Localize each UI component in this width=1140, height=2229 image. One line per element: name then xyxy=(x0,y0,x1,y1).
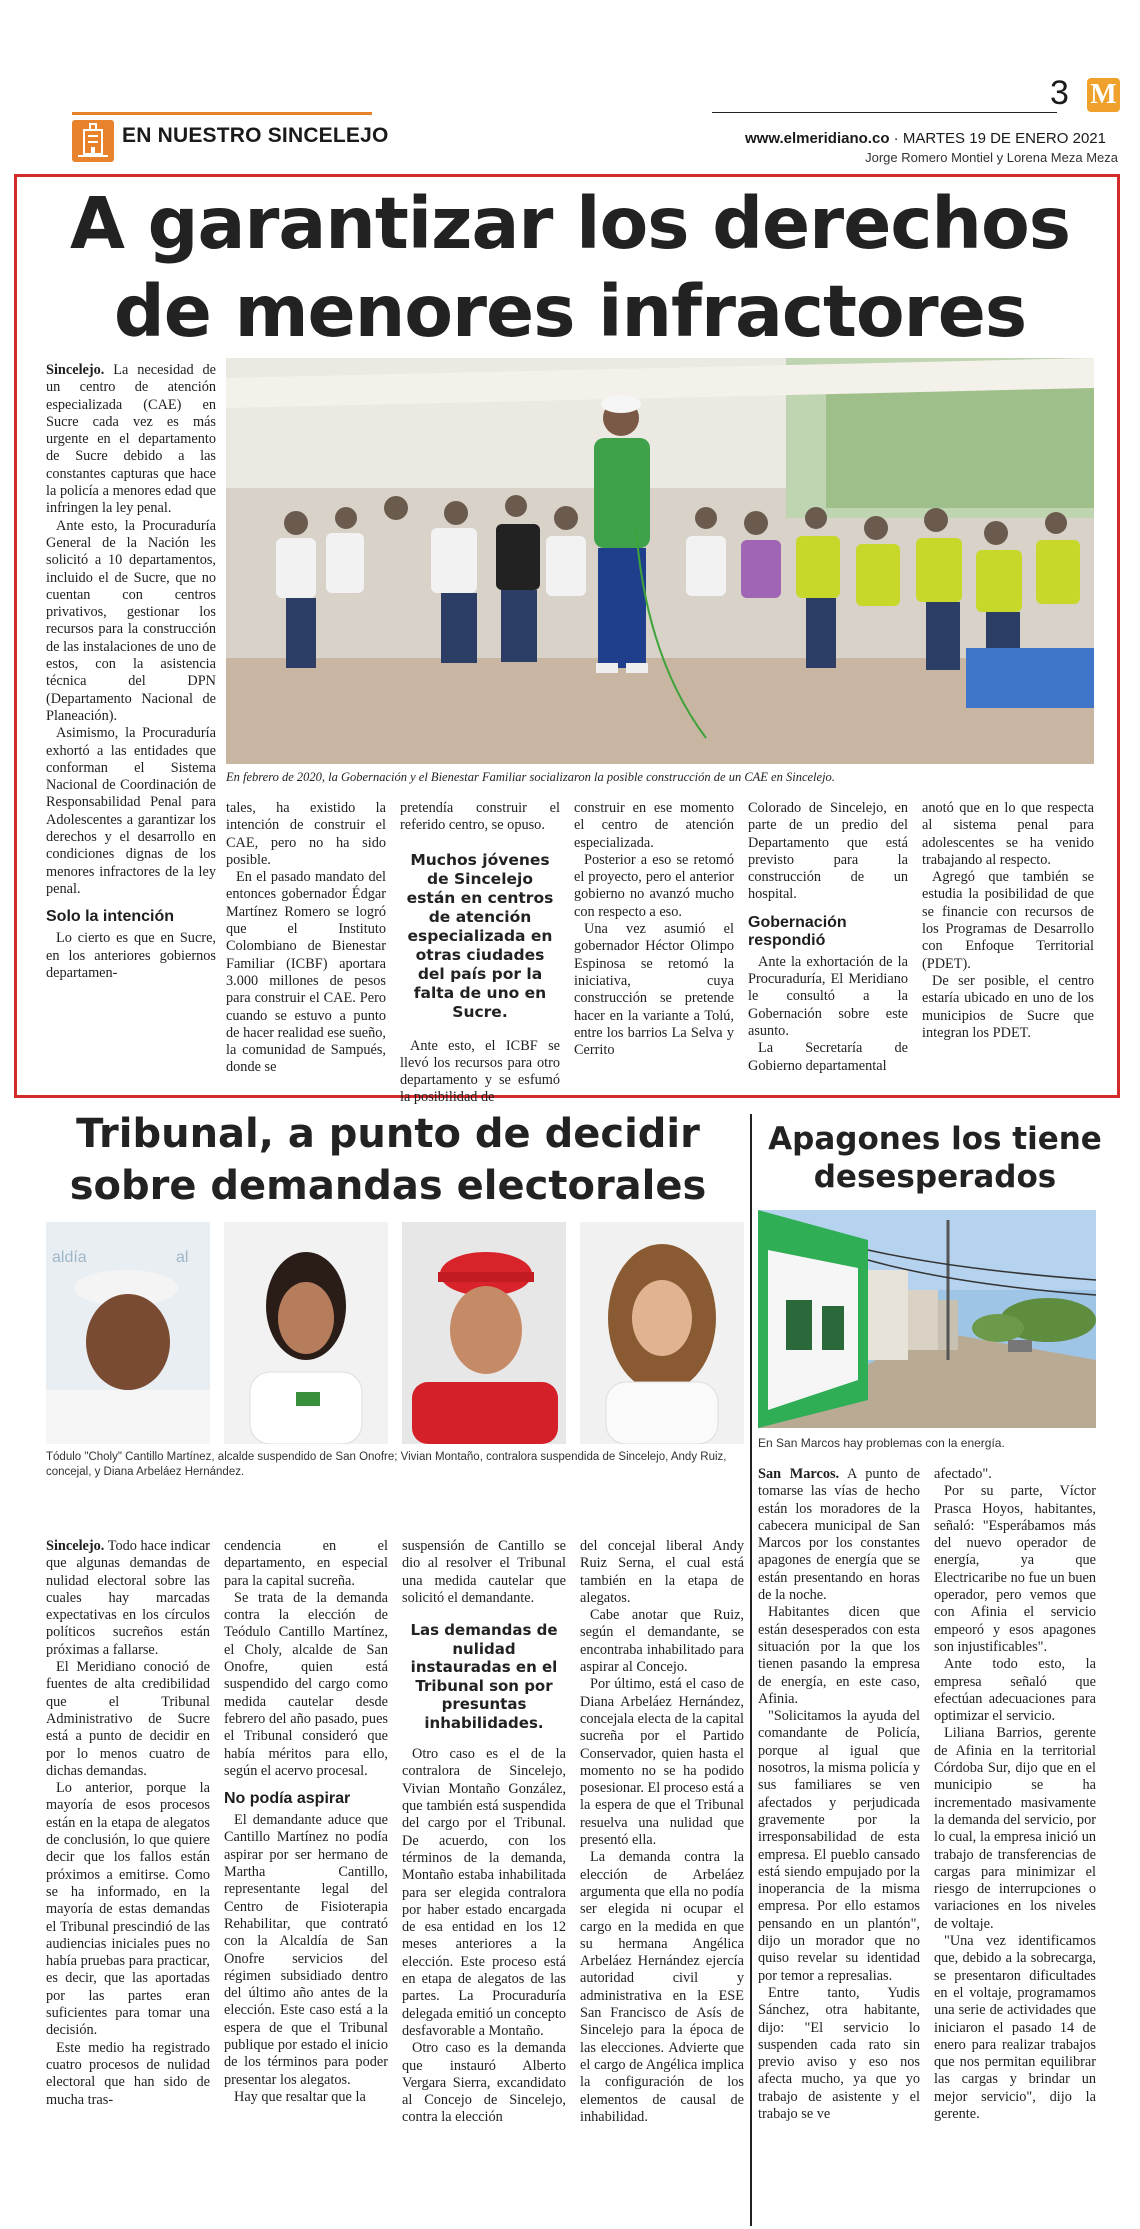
paragraph: afectado". xyxy=(934,1466,992,1482)
site-url[interactable]: www.elmeridiano.co xyxy=(745,130,890,147)
portrait-sign-text: al xyxy=(176,1249,189,1266)
paragraph: Lo cierto es que en Sucre, en los anteriores gobiernos departamen- xyxy=(46,930,216,981)
apagones-headline xyxy=(758,1120,1112,1196)
header-site-date: www.elmeridiano.co · MARTES 19 DE ENERO 2021 xyxy=(745,130,1106,147)
column-divider xyxy=(750,1114,752,2226)
tribunal-dateline: Sincelejo. xyxy=(46,1538,105,1554)
meridiano-logo: M xyxy=(1087,78,1120,112)
tribunal-column-1 xyxy=(46,1538,210,2109)
paragraph: Ante esto, la Procuraduría General de la Nación les solicitó a 10 departamentos, incluido el de Sucre, que no cuentan con centros privativos, gestionar los recursos para la construcción de las instalaciones de uno de estos, con la asistencia técnica del DPN (Departamento Nacional de Planeación). xyxy=(46,517,216,724)
paragraph: La demanda contra la elección de Arbeláez argumenta que ella no podía ser elegida ni ocupar el cargo en la medida en que su hermana Angélica Arbeláez Hernández ejercía autoridad civil y administrativa en la ESE San Francisco de Asís de Sincelejo para la época de las elecciones. Advierte que el cargo de Angélica implica la configuración de los elementos de causal de inhabilidad. xyxy=(580,1849,744,2125)
header-rule-right xyxy=(712,112,1057,113)
tribunal-photo-caption: Tódulo "Choly" Cantillo Martínez, alcalde suspendido de San Onofre; Vivian Montaño, contralora suspendida de Sincelejo, Andy Ruiz, concejal, y Diana Arbeláez Hernández. xyxy=(46,1451,727,1478)
main-article-column-2 xyxy=(226,800,386,1077)
page-number: 3 xyxy=(1050,74,1069,112)
paragraph: Este medio ha registrado cuatro procesos de nulidad electoral que han sido de mucha tras- xyxy=(46,2039,210,2108)
paragraph: Colorado de Sincelejo, en parte de un predio del Departamento que está previsto para la construcción de un hospital. xyxy=(748,800,908,903)
paragraph: Una vez asumió el gobernador Héctor Olimpo Espinosa se retomó la iniciativa, cuya construcción se pretende hacer en la variante a Tolú, entre los barrios La Selva y Cerrito xyxy=(574,921,734,1059)
tribunal-pullquote: Las demandas de nulidad instauradas en el Tribunal son por presuntas inhabilidades. xyxy=(410,1621,558,1732)
apagones-photo-caption: En San Marcos hay problemas con la energía. xyxy=(758,1436,1005,1450)
apagones-street-photo xyxy=(758,1210,1096,1428)
paragraph: La Secretaría de Gobierno departamental xyxy=(748,1040,908,1074)
main-article-column-3 xyxy=(400,800,560,1107)
paragraph: Ante esto, el ICBF se llevó los recursos para otro departamento y se esfumó la posibilidad de xyxy=(400,1037,560,1106)
paragraph: Lo anterior, porque la mayoría de esos procesos están en la etapa de alegatos de conclusión, lo que quiere decir que los fallos están próximos a emitirse. Como se ha informado, en la mayoría de estas demandas el Tribunal prescindió de las audiencias iniciales pues no había pruebas para practicar, es decir, que las aportadas por las partes eran suficientes para tomar una decisión. xyxy=(46,1780,210,2039)
tribunal-headline xyxy=(30,1108,746,1212)
main-photo-caption: En febrero de 2020, la Gobernación y el Bienestar Familiar socializaron la posible construcción de un CAE en Sincelejo. xyxy=(226,770,835,784)
subheading: No podía aspirar xyxy=(224,1790,351,1808)
apagones-headline-line-1: Apagones los tiene xyxy=(768,1121,1102,1157)
tribunal-headline-line-1: Tribunal, a punto de decidir xyxy=(76,1111,700,1157)
paragraph: Cabe anotar que Ruiz, según el demandante, se encontraba inhabilitado para aspirar al Concejo. xyxy=(580,1607,744,1676)
subheading: Solo la intención xyxy=(46,908,175,926)
main-article-column-6 xyxy=(922,800,1094,1042)
paragraph: Por su parte, Víctor Prasca Hoyos, habitantes, señaló: "Esperábamos más del nuevo operador de energía, ya que Electricaribe no fue un buen operador, pero vemos que con Afinia el servicio empeoró y esos apagones son injustificables". xyxy=(934,1483,1096,1655)
apagones-column-2 xyxy=(934,1466,1096,2123)
paragraph: cendencia en el departamento, en especial para la capital sucreña. xyxy=(224,1538,388,1589)
paragraph: Otro caso es el de la contralora de Sincelejo, Vivian Montaño González, que también está suspendida del cargo por el Tribunal. De acuerdo, con los términos de la demanda, Montaño estaba inhabilitada para ser elegida contralora por haber estado encargada de esa entidad en los 12 meses anteriores a la elección. Este proceso está en etapa de alegatos de las partes. La Procuraduría delegada emitió un concepto desfavorable a Montaño. xyxy=(402,1746,566,2039)
paragraph: Todo hace indicar que algunas demandas de nulidad electoral sobre las cuales hay marcadas expectativas en los círculos políticos sucreños están próximas a fallarse. xyxy=(46,1538,210,1658)
paragraph: El demandante aduce que Cantillo Martínez no podía aspirar por ser hermano de Martha Cantillo, representante legal del Centro de Fisioterapia Rehabilitar, que contrató con la Alcaldía de San Onofre servicios del régimen subsidiado dentro del último año antes de la elección. Este caso está a la espera de que el Tribunal publique por estado el inicio de los términos para poder presentar los alegatos. xyxy=(224,1812,388,2088)
paragraph: construir en ese momento el centro de atención especializada. xyxy=(574,800,734,851)
main-headline xyxy=(20,180,1120,356)
apagones-headline-line-2: desesperados xyxy=(813,1159,1057,1195)
paragraph: del concejal liberal Andy Ruiz Serna, el cual está también en la etapa de alegatos. xyxy=(580,1538,744,1606)
issue-date: MARTES 19 DE ENERO 2021 xyxy=(902,130,1106,147)
paragraph: Liliana Barrios, gerente de Afinia en la territorial Córdoba Sur, dijo que en el municipio se ha incrementado masivamente la demanda del servicio, por lo cual, la empresa inició un trabajo de transferencias de cargas para minimizar el riesgo de interrupciones o variaciones en los niveles de voltaje. xyxy=(934,1725,1096,1932)
apagones-column-1 xyxy=(758,1466,920,2123)
paragraph: "Solicitamos la ayuda del comandante de Policía, porque al igual que nosotros, la misma policía y sus familiares se ven afectados y perjudicada gravemente por la irresponsabilidad de esta empresa. El pueblo cansado está siendo empujado por la inoperancia de la misma empresa. Por ello estamos pensando en un plantón", dijo un morador que no quiso revelar su identidad por temor a represalias. xyxy=(758,1708,920,1984)
paragraph: Otro caso es la demanda que instauró Alberto Vergara Sierra, excandidato al Concejo de Sincelejo, contra la elección xyxy=(402,2040,566,2126)
paragraph: Se trata de la demanda contra la elección de Teódulo Cantillo Martínez, el Choly, alcalde de San Onofre, quien está suspendido del cargo como medida cautelar desde febrero del año pasado, pues el Tribunal consideró que había méritos para ello, según el acervo procesal. xyxy=(224,1589,388,1779)
main-dateline: Sincelejo. xyxy=(46,362,105,378)
paragraph: Ante todo esto, la empresa señaló que efectúan adecuaciones para optimizar el servicio. xyxy=(934,1656,1096,1725)
paragraph: Habitantes dicen que están desesperados con esta situación por la que los tienen pasando la empresa de energía, en este caso, Afinia. xyxy=(758,1604,920,1707)
paragraph: La necesidad de un centro de atención especializada (CAE) en Sucre cada vez es más urgente en el departamento de Sucre debido a las constantes capturas que hace la policía a menores edad que infringen la ley penal. xyxy=(46,362,217,517)
main-article-column-1 xyxy=(46,362,216,982)
paragraph: Entre tanto, Yudis Sánchez, otra habitante, dijo: "El servicio lo suspenden cada rato sin previo aviso y eso nos afecta mucho, ya que yo trabajo de asistente y el trabajo se ve xyxy=(758,1984,920,2122)
tribunal-column-3 xyxy=(402,1538,566,2127)
paragraph: suspensión de Cantillo se dio al resolver el Tribunal una medida cautelar que solicitó el demandante. xyxy=(402,1538,566,1606)
section-building-icon xyxy=(72,120,114,162)
paragraph: En el pasado mandato del entonces gobernador Édgar Martínez Romero se logró que el Instituto Colombiano de Bienestar Familiar (ICBF) aportara 3.000 millones de pesos para construir el CAE. Pero cuando se estuvo a punto de hacer realidad ese sueño, la comunidad de Sampués, donde se xyxy=(226,869,386,1076)
tribunal-column-2 xyxy=(224,1538,388,2106)
portrait-montano xyxy=(224,1222,388,1444)
header-rule-left xyxy=(72,112,372,115)
paragraph: anotó que en lo que respecta al sistema penal para adolescentes se ha venido trabajando al respecto. xyxy=(922,800,1094,868)
main-headline-line-1: A garantizar los derechos xyxy=(69,182,1071,265)
main-article-column-5 xyxy=(748,800,908,1075)
paragraph: Ante la exhortación de la Procuraduría, El Meridiano le consultó a la Gobernación sobre este asunto. xyxy=(748,953,908,1039)
subheading: Gobernación respondió xyxy=(748,913,847,949)
paragraph: Agregó que también se estudia la posibilidad de que se financie con recursos de los Programas de Desarrollo con Enfoque Territorial (PDET). xyxy=(922,869,1094,972)
paragraph: tales, ha existido la intención de construir el CAE, pero no ha sido posible. xyxy=(226,800,386,868)
portrait-ruiz xyxy=(402,1222,566,1444)
paragraph: Por último, está el caso de Diana Arbeláez Hernández, concejala electa de la capital sucreña por el Partido Conservador, quien hasta el momento no se ha podido posesionar. El proceso está a la espera de que el Tribunal resuelva una nulidad que presentó ella. xyxy=(580,1676,744,1849)
paragraph: A punto de tomarse las vías de hecho están los moradores de la cabecera municipal de San Marcos por los constantes apagones de energía que se están presentando en horas de la noche. xyxy=(758,1466,920,1604)
tribunal-column-4 xyxy=(580,1538,744,2126)
paragraph: El Meridiano conoció de fuentes de alta credibilidad que el Tribunal Administrativo de Sucre está a punto de decidir en por lo menos cuatro de dichas demandas. xyxy=(46,1659,210,1779)
section-title: EN NUESTRO SINCELEJO xyxy=(122,124,389,147)
header-authors: Jorge Romero Montiel y Lorena Meza Meza xyxy=(865,150,1118,165)
paragraph: "Una vez identificamos que, debido a la sobrecarga, se presentaron dificultades en el voltaje, programamos una serie de actividades que iniciaron el pasado 14 de enero para realizar trabajos que nos permitan equilibrar las cargas y brindar un mejor servicio", dijo la gerente. xyxy=(934,1933,1096,2122)
paragraph: Asimismo, la Procuraduría exhortó a las entidades que conforman el Sistema Nacional de Coordinación de Responsabilidad Penal para Adolescentes a garantizar los derechos y el desarrollo en condiciones dignas de los menores infractores de la ley penal. xyxy=(46,725,216,897)
main-headline-line-2: de menores infractores xyxy=(113,270,1027,353)
portrait-cantillo xyxy=(46,1222,210,1444)
paragraph: Hay que resaltar que la xyxy=(234,2088,366,2105)
main-pullquote: Muchos jóvenes de Sincelejo están en centros de atención especializada en otras ciudades del país por la falta de uno en Sucre. xyxy=(406,850,554,1021)
main-article-column-4 xyxy=(574,800,734,1059)
portrait-sign-text: aldía xyxy=(52,1249,87,1266)
paragraph: pretendía construir el referido centro, se opuso. xyxy=(400,800,560,834)
paragraph: Posterior a eso se retomó el proyecto, pero el anterior gobierno no avanzó mucho con respecto a eso. xyxy=(574,851,734,920)
paragraph: De ser posible, el centro estaría ubicado en uno de los municipios de Sucre que integran los PDET. xyxy=(922,972,1094,1041)
portrait-arbelaez xyxy=(580,1222,744,1444)
tribunal-headline-line-2: sobre demandas electorales xyxy=(69,1163,707,1209)
apagones-dateline: San Marcos. xyxy=(758,1466,840,1482)
main-photo-meeting xyxy=(226,358,1094,764)
